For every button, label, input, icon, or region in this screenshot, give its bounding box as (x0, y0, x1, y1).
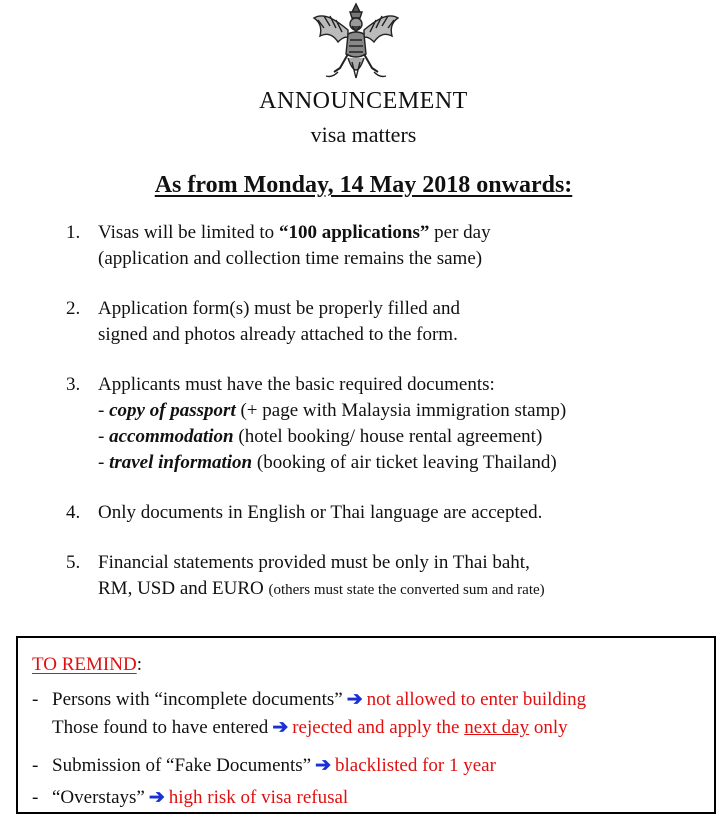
requirements-list (66, 220, 716, 603)
arrow-right-icon: ➔ (148, 787, 165, 808)
sub-item-term: travel information (109, 452, 253, 473)
arrow-right-icon: ➔ (272, 717, 289, 738)
item-line: signed and photos already attached to the form. (98, 324, 458, 345)
garuda-emblem-icon (308, 2, 404, 86)
item-line: (application and collection time remains the same) (98, 248, 483, 269)
reminder-row (32, 688, 586, 711)
reminder-title (32, 654, 142, 676)
reminder-dash: - (32, 689, 39, 710)
item-text: RM, USD and EURO (98, 578, 269, 599)
sub-item-bullet: - (98, 452, 110, 473)
reminder-consequence: blacklisted for 1 year (335, 755, 496, 776)
reminder-consequence: rejected and apply the (292, 717, 465, 738)
reminder-row (32, 716, 568, 739)
reminder-box (16, 636, 716, 814)
reminder-row (32, 786, 348, 809)
reminder-consequence-emphasis: next day (464, 717, 530, 738)
item-line: Application form(s) must be properly filled and (98, 298, 460, 319)
sub-item-term: copy of passport (109, 400, 236, 421)
announcement-title: ANNOUNCEMENT (259, 88, 468, 114)
reminder-title-text: TO REMIND (32, 654, 137, 675)
item-number: 3. (66, 374, 81, 395)
reminder-text: Persons with “incomplete documents” (52, 689, 343, 710)
list-item (66, 372, 716, 476)
item-number: 4. (66, 502, 81, 523)
announcement-subtitle: visa matters (310, 122, 417, 147)
item-number: 1. (66, 222, 81, 243)
item-number: 2. (66, 298, 81, 319)
sub-item-term: accommodation (109, 426, 234, 447)
sub-item-desc: (booking of air ticket leaving Thailand) (252, 452, 557, 473)
effective-date: As from Monday, 14 May 2018 onwards: (154, 172, 573, 198)
reminder-row (32, 754, 496, 777)
item-text: Visas will be limited to (98, 222, 279, 243)
sub-item (98, 398, 716, 424)
list-item (66, 296, 716, 348)
item-line (98, 220, 716, 246)
list-item (66, 220, 716, 272)
reminder-colon: : (136, 654, 142, 675)
sub-item (98, 424, 716, 450)
item-line (98, 576, 716, 603)
item-line: Only documents in English or Thai language are accepted. (98, 502, 543, 523)
arrow-right-icon: ➔ (315, 755, 332, 776)
item-line: Applicants must have the basic required documents: (98, 374, 495, 395)
item-text: per day (429, 222, 491, 243)
sub-item-bullet: - (98, 400, 110, 421)
reminder-text: Submission of “Fake Documents” (52, 755, 312, 776)
reminder-dash: - (32, 787, 39, 808)
sub-item (98, 450, 716, 476)
item-emphasis: “100 applications” (278, 222, 430, 243)
sub-item-desc: (hotel booking/ house rental agreement) (233, 426, 543, 447)
item-note: (others must state the converted sum and rate) (268, 582, 545, 598)
reminder-text: “Overstays” (52, 787, 145, 808)
sub-item-bullet: - (98, 426, 110, 447)
reminder-consequence: high risk of visa refusal (168, 787, 349, 808)
item-line: Financial statements provided must be only in Thai baht, (98, 552, 530, 573)
sub-item-desc: (+ page with Malaysia immigration stamp) (235, 400, 567, 421)
list-item (66, 550, 716, 603)
arrow-right-icon: ➔ (346, 689, 363, 710)
item-number: 5. (66, 552, 81, 573)
reminder-text: Those found to have entered (52, 717, 269, 738)
reminder-consequence: not allowed to enter building (366, 689, 587, 710)
list-item (66, 500, 716, 526)
reminder-dash: - (32, 755, 39, 776)
reminder-consequence: only (529, 717, 568, 738)
